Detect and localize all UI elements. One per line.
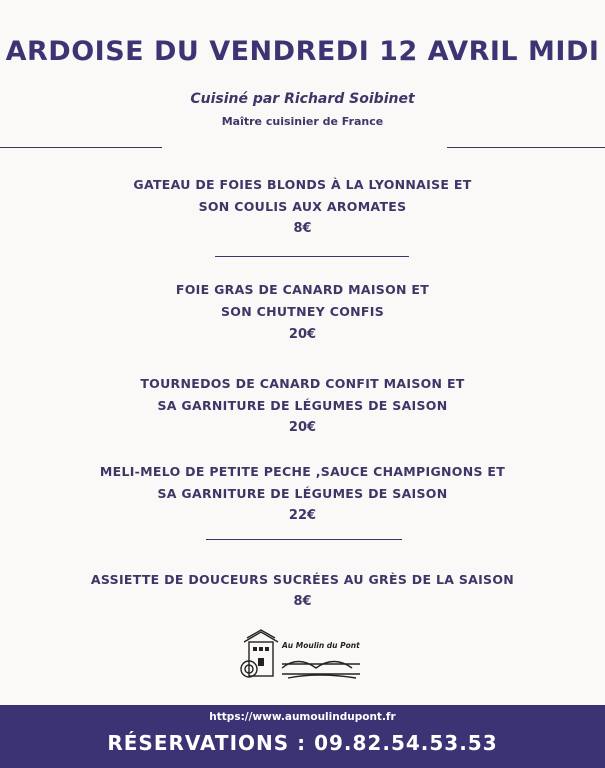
mill-icon bbox=[238, 628, 368, 684]
dish-1-line1: GATEAU DE FOIES BLONDS À LA LYONNAISE ET bbox=[133, 177, 472, 192]
divider-dish-4 bbox=[206, 539, 402, 540]
dish-1-line2: SON COULIS AUX AROMATES bbox=[198, 199, 407, 214]
dish-3-price: 20€ bbox=[288, 420, 317, 435]
footer-band bbox=[0, 705, 605, 768]
moulin-logo bbox=[238, 628, 368, 684]
chef-title: Maître cuisinier de France bbox=[221, 115, 384, 128]
reservations-phone: RÉSERVATIONS : 09.82.54.53.53 bbox=[107, 731, 498, 755]
page-title: ARDOISE DU VENDREDI 12 AVRIL MIDI bbox=[5, 36, 600, 67]
dish-2-name bbox=[0, 279, 605, 323]
dish-4-name bbox=[0, 461, 605, 505]
divider-dish-1 bbox=[215, 256, 409, 257]
dish-5-price: 8€ bbox=[293, 594, 312, 609]
dish-1-name bbox=[0, 174, 605, 218]
dish-3-line1: TOURNEDOS DE CANARD CONFIT MAISON ET bbox=[140, 376, 465, 391]
dish-3-name bbox=[0, 373, 605, 417]
chef-name: Cuisiné par Richard Soibinet bbox=[190, 91, 415, 107]
website-link[interactable]: https://www.aumoulindupont.fr bbox=[209, 711, 396, 723]
dish-3-line2: SA GARNITURE DE LÉGUMES DE SAISON bbox=[157, 398, 448, 413]
dish-4-line2: SA GARNITURE DE LÉGUMES DE SAISON bbox=[157, 486, 448, 501]
dish-4-price: 22€ bbox=[288, 508, 317, 523]
dish-2-line2: SON CHUTNEY CONFIS bbox=[220, 304, 384, 319]
divider-left bbox=[0, 147, 162, 148]
dish-5-name bbox=[0, 569, 605, 591]
dish-4-line1: MELI-MELO DE PETITE PECHE ,SAUCE CHAMPIGNONS ET bbox=[99, 464, 506, 479]
dish-5-line1: ASSIETTE DE DOUCEURS SUCRÉES AU GRÈS DE LA SAISON bbox=[90, 572, 515, 587]
dish-2-line1: FOIE GRAS DE CANARD MAISON ET bbox=[175, 282, 430, 297]
divider-right bbox=[447, 147, 605, 148]
dish-2-price: 20€ bbox=[288, 327, 317, 342]
dish-1-price: 8€ bbox=[293, 221, 312, 236]
logo-text: Au Moulin du Pont bbox=[282, 641, 360, 650]
